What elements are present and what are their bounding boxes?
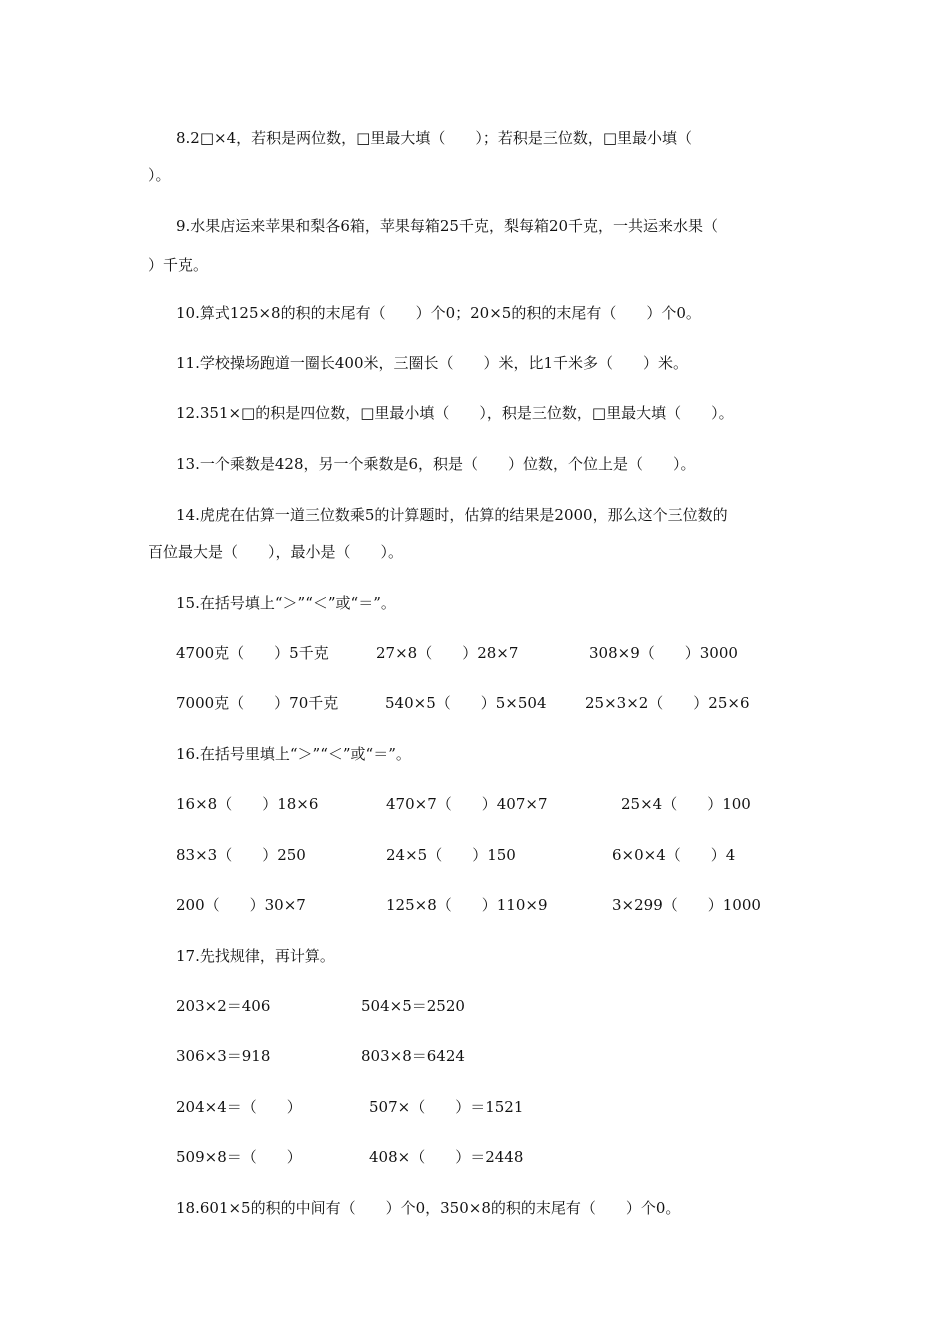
q17-item: 408×（ ）＝2448 bbox=[369, 1148, 524, 1166]
q17-title: 17.先找规律，再计算。 bbox=[176, 947, 335, 965]
q16-row-3 bbox=[0, 895, 950, 915]
q16-item: 3×299（ ）1000 bbox=[612, 896, 761, 914]
q16-item: 6×0×4（ ）4 bbox=[612, 846, 736, 864]
q16-item: 83×3（ ）250 bbox=[176, 846, 306, 864]
q17-row-4 bbox=[0, 1147, 950, 1167]
q16-item: 470×7（ ）407×7 bbox=[386, 795, 548, 813]
q16-item: 200（ ）30×7 bbox=[176, 896, 306, 914]
q15-item: 540×5（ ）5×504 bbox=[385, 694, 547, 712]
q17-item: 306×3＝918 bbox=[176, 1047, 271, 1065]
q11-text: 11.学校操场跑道一圈长400米，三圈长（ ）米，比1千米多（ ）米。 bbox=[176, 354, 689, 372]
q14-line2: 百位最大是（ ），最小是（ ）。 bbox=[148, 543, 404, 561]
q10-text: 10.算式125×8的积的末尾有（ ）个0；20×5的积的末尾有（ ）个0。 bbox=[176, 304, 701, 322]
q16-title: 16.在括号里填上“＞”“＜”或“＝”。 bbox=[176, 745, 411, 763]
q17-item: 509×8＝（ ） bbox=[176, 1148, 302, 1166]
q16-row-1 bbox=[0, 794, 950, 814]
q17-row-3 bbox=[0, 1097, 950, 1117]
q14-line1: 14.虎虎在估算一道三位数乘5的计算题时，估算的结果是2000，那么这个三位数的 bbox=[176, 506, 728, 524]
q12-text: 12.351×□的积是四位数，□里最小填（ ），积是三位数，□里最大填（ ）。 bbox=[176, 404, 734, 422]
q16-item: 125×8（ ）110×9 bbox=[386, 896, 548, 914]
q17-item: 507×（ ）＝1521 bbox=[369, 1098, 524, 1116]
q16-item: 25×4（ ）100 bbox=[621, 795, 751, 813]
q9-line1: 9.水果店运来苹果和梨各6箱，苹果每箱25千克，梨每箱20千克，一共运来水果（ bbox=[176, 217, 719, 235]
q8-line2: ）。 bbox=[148, 166, 171, 184]
q16-row-2 bbox=[0, 845, 950, 865]
q16-item: 24×5（ ）150 bbox=[386, 846, 516, 864]
q9-line2: ）千克。 bbox=[148, 256, 209, 274]
q15-item: 308×9（ ）3000 bbox=[589, 644, 738, 662]
q17-row-2 bbox=[0, 1046, 950, 1066]
q17-item: 203×2＝406 bbox=[176, 997, 271, 1015]
q15-row-2 bbox=[0, 693, 950, 713]
q15-title: 15.在括号填上“＞”“＜”或“＝”。 bbox=[176, 594, 396, 612]
q15-item: 7000克（ ）70千克 bbox=[176, 694, 339, 712]
q15-item: 4700克（ ）5千克 bbox=[176, 644, 329, 662]
q17-item: 803×8＝6424 bbox=[361, 1047, 465, 1065]
q15-row-1 bbox=[0, 643, 950, 663]
q13-text: 13.一个乘数是428，另一个乘数是6，积是（ ）位数，个位上是（ ）。 bbox=[176, 455, 696, 473]
q8-line1: 8.2□×4，若积是两位数，□里最大填（ ）；若积是三位数，□里最小填（ bbox=[176, 129, 692, 147]
q17-item: 504×5＝2520 bbox=[361, 997, 465, 1015]
q15-item: 25×3×2（ ）25×6 bbox=[585, 694, 750, 712]
q15-item: 27×8（ ）28×7 bbox=[376, 644, 519, 662]
q17-row-1 bbox=[0, 996, 950, 1016]
q18-text: 18.601×5的积的中间有（ ）个0，350×8的积的末尾有（ ）个0。 bbox=[176, 1199, 681, 1217]
q16-item: 16×8（ ）18×6 bbox=[176, 795, 319, 813]
q17-item: 204×4＝（ ） bbox=[176, 1098, 302, 1116]
